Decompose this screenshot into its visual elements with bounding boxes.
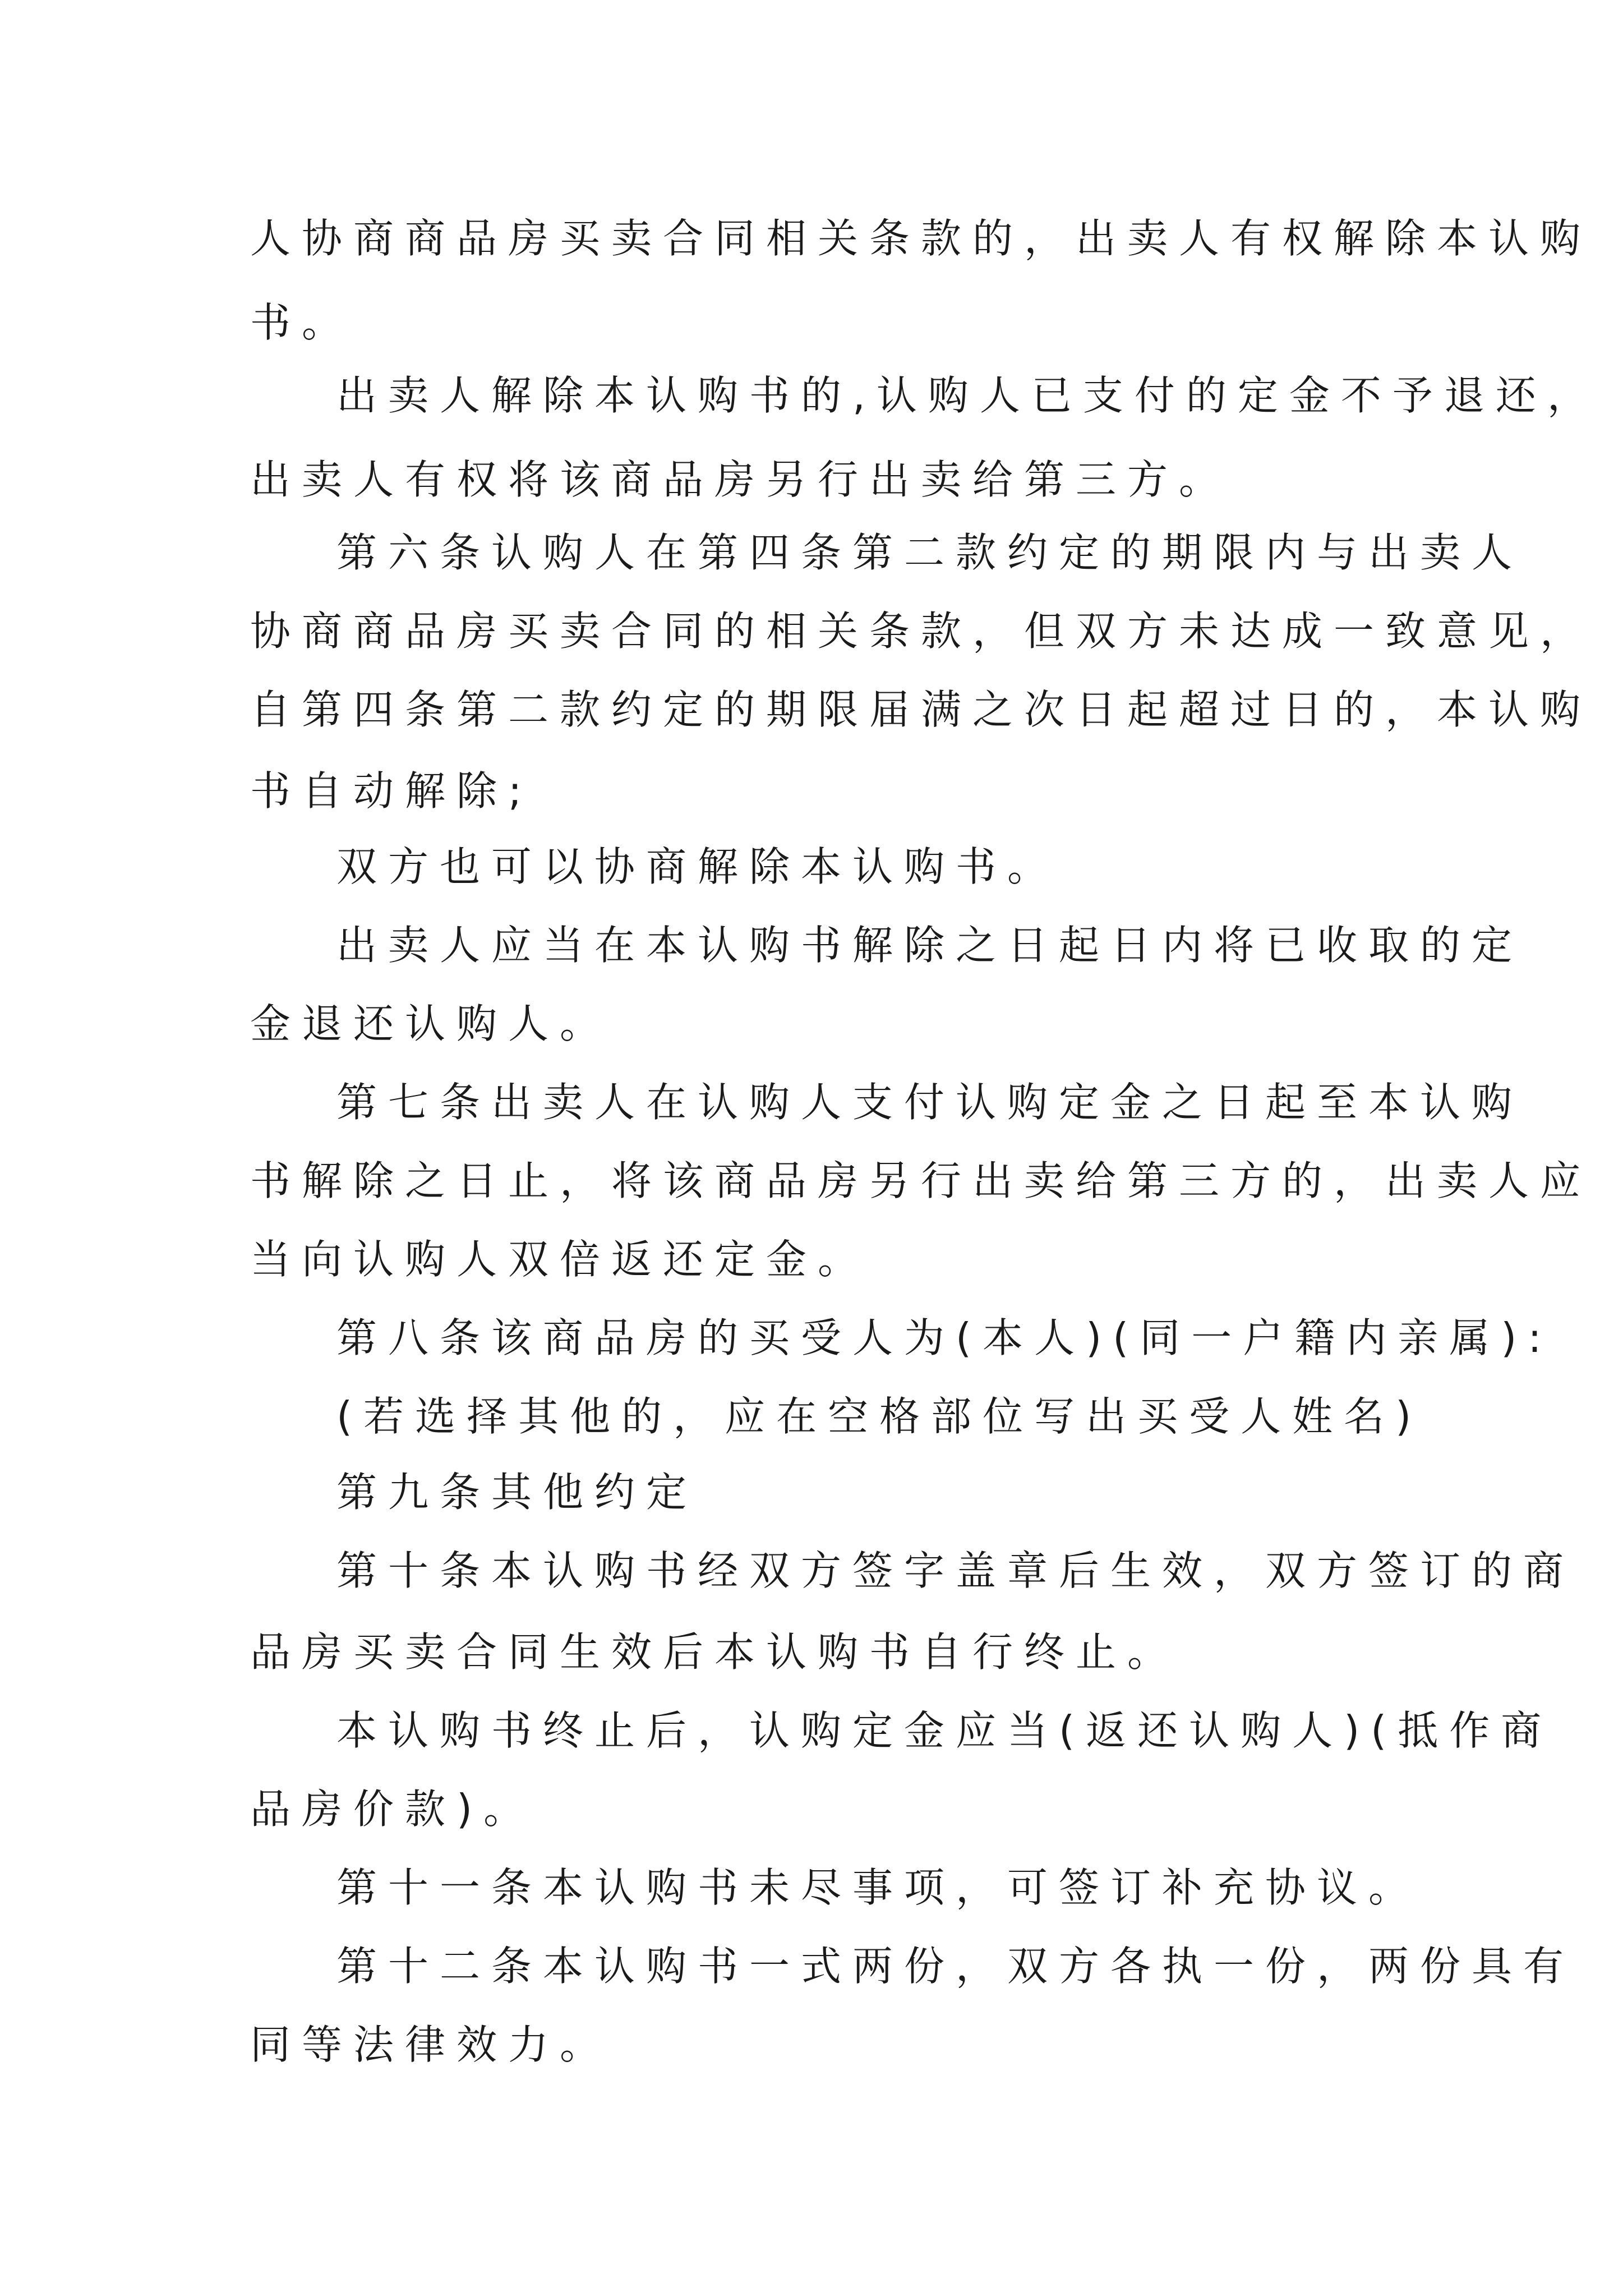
text-line: 书自动解除; <box>250 767 533 815</box>
text-line: 当向认购人双倍返还定金。 <box>250 1236 870 1283</box>
text-line: (若选择其他的，应在空格部位写出买受人姓名) <box>336 1393 1423 1440</box>
text-line: 同等法律效力。 <box>250 2021 612 2068</box>
text-line: 第八条该商品房的买受人为(本人)(同一户籍内亲属): <box>336 1314 1553 1361</box>
text-line: 双方也可以协商解除本认购书。 <box>336 843 1059 890</box>
text-line: 第十条本认购书经双方签字盖章后生效，双方签订的商 <box>336 1547 1575 1594</box>
text-line: 本认购书终止后，认购定金应当(返还认购人)(抵作商 <box>336 1707 1553 1754</box>
text-line: 品房买卖合同生效后本认购书自行终止。 <box>250 1628 1179 1676</box>
text-line: 书。 <box>250 299 354 346</box>
text-line: 出卖人应当在本认购书解除之日起日内将已收取的定 <box>336 922 1524 969</box>
text-line: 第九条其他约定 <box>336 1469 698 1516</box>
text-line: 第六条认购人在第四条第二款约定的期限内与出卖人 <box>336 529 1524 576</box>
text-line: 第七条出卖人在认购人支付认购定金之日起至本认购 <box>336 1079 1524 1126</box>
text-line: 书解除之日止，将该商品房另行出卖给第三方的，出卖人应 <box>250 1157 1592 1204</box>
text-line: 品房价款)。 <box>250 1786 536 1833</box>
text-line: 第十一条本认购书未尽事项，可签订补充协议。 <box>336 1864 1421 1911</box>
text-line: 出卖人解除本认购书的,认购人已支付的定金不予退还， <box>336 372 1599 419</box>
text-line: 自第四条第二款约定的期限届满之次日起超过日的，本认购 <box>250 686 1592 733</box>
text-line: 人协商商品房买卖合同相关条款的，出卖人有权解除本认购 <box>250 215 1592 262</box>
text-line: 协商商品房买卖合同的相关条款，但双方未达成一致意见， <box>250 608 1592 655</box>
text-line: 金退还认购人。 <box>250 1000 612 1047</box>
text-line: 出卖人有权将该商品房另行出卖给第三方。 <box>250 456 1231 503</box>
text-line: 第十二条本认购书一式两份，双方各执一份，两份具有 <box>336 1943 1575 1990</box>
